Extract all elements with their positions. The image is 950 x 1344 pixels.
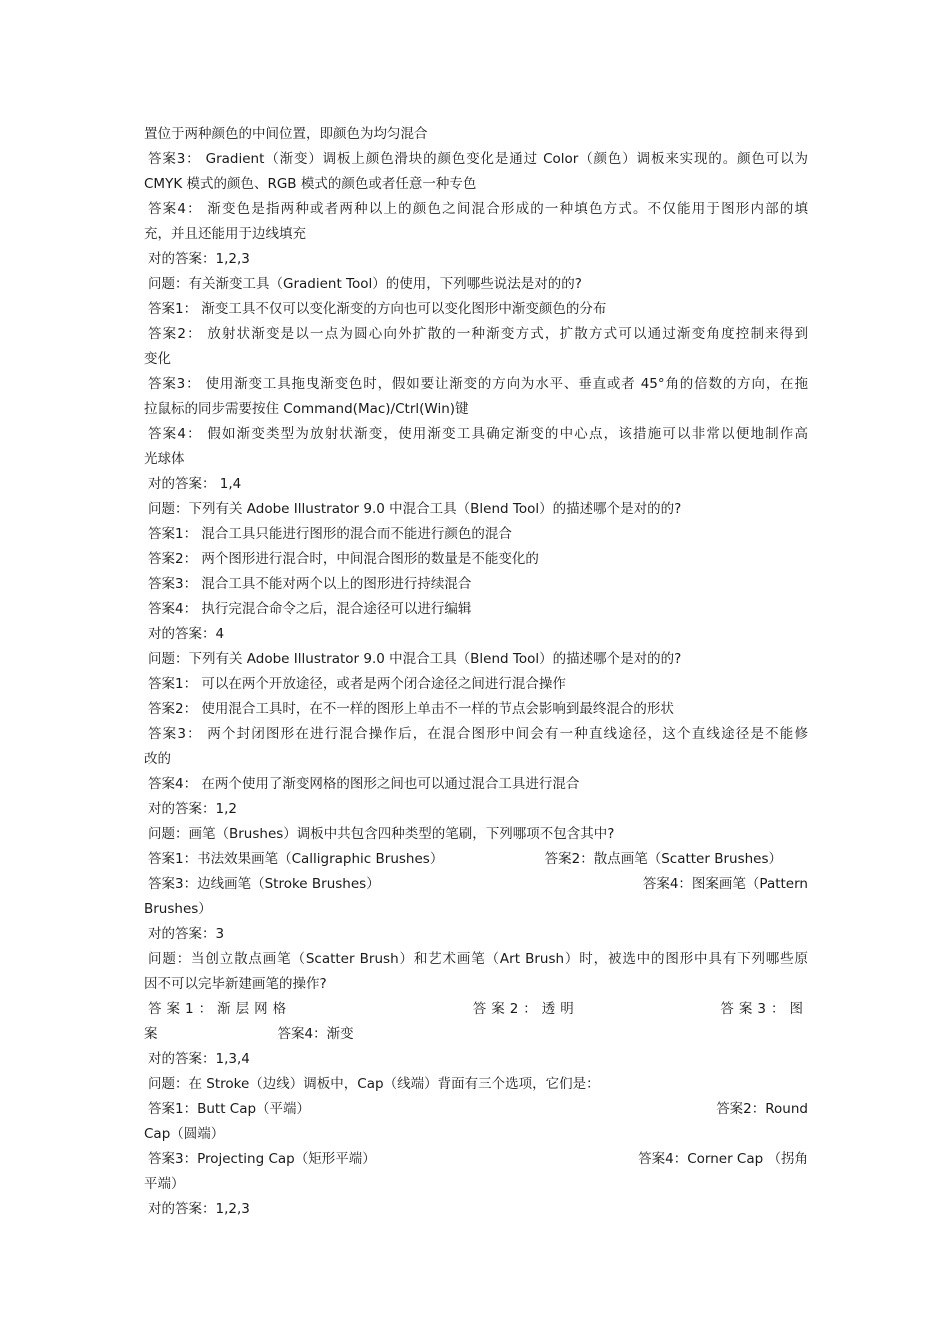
text-line: 充，并且还能用于边线填充	[144, 226, 306, 242]
text-line: CMYK 模式的颜色、RGB 模式的颜色或者任意一种专色	[144, 176, 477, 192]
answer-1-line: 答案1： 混合工具只能进行图形的混合而不能进行颜色的混合	[148, 526, 512, 542]
answer-3-line: 答案3： 混合工具不能对两个以上的图形进行持续混合	[148, 576, 472, 592]
answer-1-text: 答案1：渐层网格	[148, 1001, 292, 1017]
answer-4-text: 答案4：渐变	[277, 1026, 354, 1042]
answer-2-line: 答案2： 使用混合工具时，在不一样的图形上单击不一样的节点会影响到最终混合的形状	[148, 701, 674, 717]
answer-row	[144, 997, 808, 1022]
text-line: 因不可以完毕新建画笔的操作?	[144, 976, 327, 992]
answer-2-text: 答案2：Round	[716, 1101, 808, 1117]
answer-4-text: 答案4：Corner Cap （拐角	[638, 1151, 808, 1167]
answer-3-text: 答案3：Projecting Cap（矩形平端）	[148, 1151, 376, 1167]
question-line: 问题：有关渐变工具（Gradient Tool）的使用，下列哪些说法是对的的?	[148, 276, 582, 292]
answer-2-line: 答案2： 两个图形进行混合时，中间混合图形的数量是不能变化的	[148, 551, 539, 567]
text-line: Brushes）	[144, 901, 212, 917]
answer-row	[144, 847, 808, 872]
answer-4-line: 答案4： 执行完混合命令之后，混合途径可以进行编辑	[148, 601, 472, 617]
text-line: 光球体	[144, 451, 185, 467]
answer-row	[144, 1147, 808, 1172]
correct-answer-line: 对的答案：3	[148, 926, 225, 942]
question-line: 问题：当创立散点画笔（Scatter Brush）和艺术画笔（Art Brush）时，被选中的图形中具有下列哪些原	[148, 951, 808, 967]
answer-4-text: 答案4：图案画笔（Pattern	[642, 876, 808, 892]
answer-4-line: 答案4： 渐变色是指两种或者两种以上的颜色之间混合形成的一种填色方式。不仅能用于图形内部的填	[148, 201, 808, 217]
correct-answer-line: 对的答案：1,3,4	[148, 1051, 250, 1067]
answer-row	[144, 1097, 808, 1122]
correct-answer-line: 对的答案：1,2	[148, 801, 237, 817]
answer-1-line: 答案1： 渐变工具不仅可以变化渐变的方向也可以变化图形中渐变颜色的分布	[148, 301, 607, 317]
answer-1-text: 答案1：书法效果画笔（Calligraphic Brushes）	[148, 851, 444, 867]
text-line: 改的	[144, 751, 171, 767]
answer-3-text: 答案3：边线画笔（Stroke Brushes）	[148, 876, 380, 892]
answer-row	[144, 872, 808, 897]
answer-1-text: 答案1：Butt Cap（平端）	[148, 1101, 311, 1117]
answer-2-text: 答案2：透明	[472, 1001, 579, 1017]
answer-3-line: 答案3： 使用渐变工具拖曳渐变色时，假如要让渐变的方向为水平、垂直或者 45°角的倍数的方向，在拖	[148, 376, 808, 392]
text-line: 平端）	[144, 1176, 185, 1192]
answer-3-line: 答案3： 两个封闭图形在进行混合操作后，在混合图形中间会有一种直线途径，这个直线途径是不能修	[148, 726, 808, 742]
text-line: 变化	[144, 351, 171, 367]
answer-4-line: 答案4： 假如渐变类型为放射状渐变，使用渐变工具确定渐变的中心点，该措施可以非常以便地制作高	[148, 426, 808, 442]
text-line: 置位于两种颜色的中间位置，即颜色为均匀混合	[144, 126, 428, 142]
text-line: Cap（圆端）	[144, 1126, 225, 1142]
answer-2-text: 答案2：散点画笔（Scatter Brushes）	[544, 851, 782, 867]
answer-row	[144, 1022, 808, 1047]
correct-answer-line: 对的答案： 1,4	[148, 476, 242, 492]
answer-3-text: 答案3：图	[720, 1001, 808, 1017]
answer-1-line: 答案1： 可以在两个开放途径，或者是两个闭合途径之间进行混合操作	[148, 676, 566, 692]
question-line: 问题：画笔（Brushes）调板中共包含四种类型的笔刷，下列哪项不包含其中?	[148, 826, 615, 842]
answer-3-line: 答案3： Gradient（渐变）调板上颜色滑块的颜色变化是通过 Color（颜色）调板来实现的。颜色可以为	[148, 151, 808, 167]
correct-answer-line: 对的答案：1,2,3	[148, 1201, 250, 1217]
correct-answer-line: 对的答案：4	[148, 626, 225, 642]
question-line: 问题：在 Stroke（边线）调板中，Cap（线端）背面有三个选项，它们是：	[148, 1076, 600, 1092]
question-line: 问题：下列有关 Adobe Illustrator 9.0 中混合工具（Blend Tool）的描述哪个是对的的?	[148, 651, 682, 667]
document-page	[144, 122, 808, 1222]
answer-4-line: 答案4： 在两个使用了渐变网格的图形之间也可以通过混合工具进行混合	[148, 776, 580, 792]
correct-answer-line: 对的答案：1,2,3	[148, 251, 250, 267]
text-line: 拉鼠标的同步需要按住 Command(Mac)/Ctrl(Win)键	[144, 401, 469, 417]
text-fragment: 案	[144, 1026, 158, 1042]
answer-2-line: 答案2： 放射状渐变是以一点为圆心向外扩散的一种渐变方式，扩散方式可以通过渐变角度控制来得到	[148, 326, 808, 342]
question-line: 问题：下列有关 Adobe Illustrator 9.0 中混合工具（Blend Tool）的描述哪个是对的的?	[148, 501, 682, 517]
